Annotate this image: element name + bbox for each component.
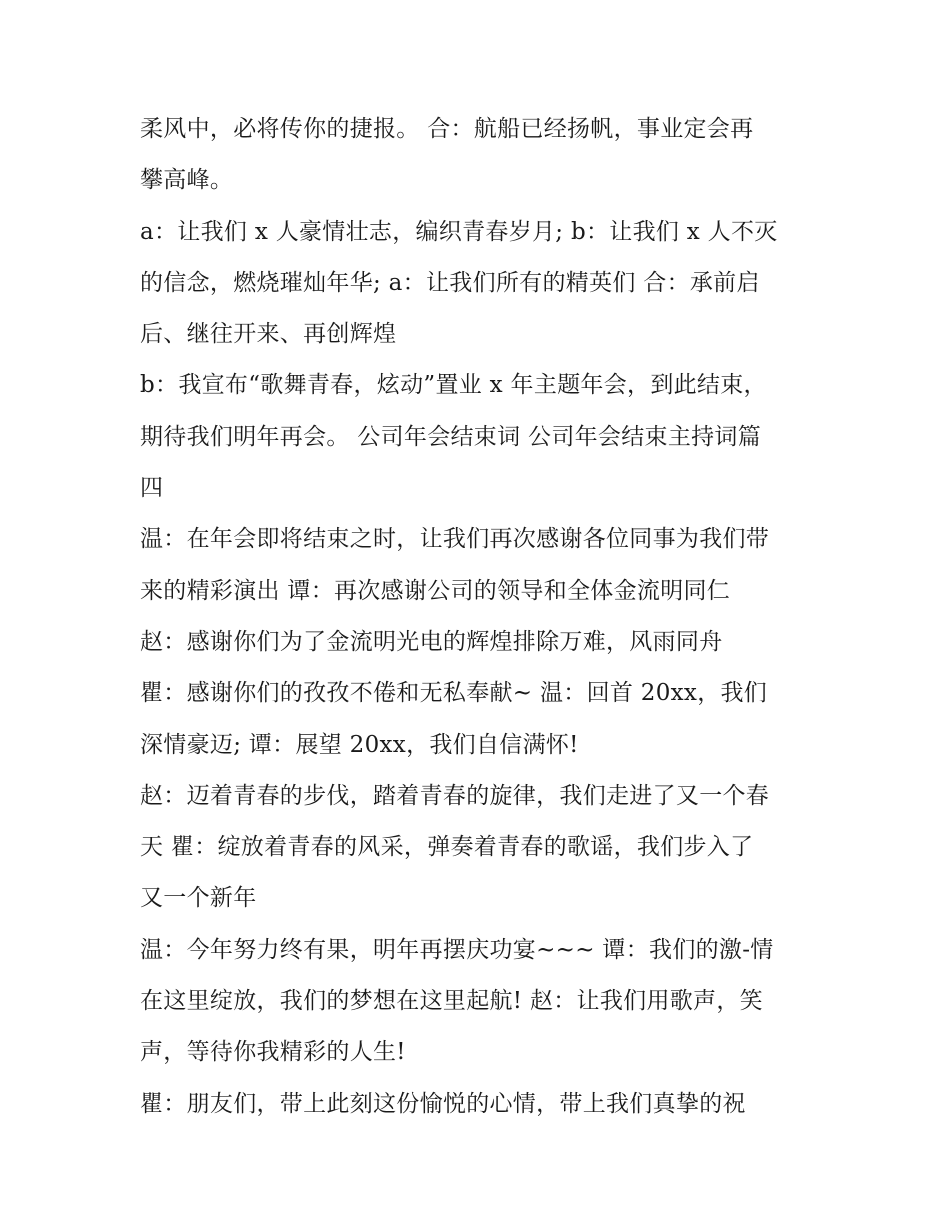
text-line: 来的精彩演出 谭：再次感谢公司的领导和全体金流明同仁: [140, 577, 731, 604]
text-line: 赵：迈着青春的步伐，踏着青春的旋律，我们走进了又一个春: [140, 782, 770, 809]
text-line: 瞿：朋友们，带上此刻这份愉悦的心情，带上我们真挚的祝: [140, 1090, 746, 1117]
text-line: a：让我们 x 人豪情壮志，编织青春岁月; b：让我们 x 人不灭: [140, 218, 778, 245]
text-line: 柔风中，必将传你的捷报。 合：航船已经扬帆，事业定会再: [140, 116, 754, 142]
text-line: 天 瞿：绽放着青春的风采，弹奏着青春的歌谣，我们步入了: [140, 834, 754, 861]
text-line: 深情豪迈; 谭：展望 20xx，我们自信满怀!: [140, 731, 579, 758]
text-line: 温：在年会即将结束之时，让我们再次感谢各位同事为我们带: [140, 526, 770, 553]
text-line: 后、继往开来、再创辉煌: [140, 321, 397, 348]
text-line: 的信念，燃烧璀灿年华; a：让我们所有的精英们 合：承前启: [140, 269, 760, 296]
text-line: 瞿：感谢你们的孜孜不倦和无私奉献~ 温：回首 20xx，我们: [140, 680, 768, 707]
text-line: b：我宣布“歌舞青春，炫动”置业 x 年主题年会，到此结束，: [140, 372, 767, 399]
text-line: 期待我们明年再会。 公司年会结束词 公司年会结束主持词篇: [140, 423, 762, 450]
text-line: 攀高峰。: [140, 167, 234, 194]
text-line: 在这里绽放，我们的梦想在这里起航! 赵：让我们用歌声，笑: [140, 988, 763, 1015]
document-body: [140, 104, 830, 1130]
text-line: 温：今年努力终有果，明年再摆庆功宴~~~ 谭：我们的激-情: [140, 936, 774, 963]
text-line: 声，等待你我精彩的人生!: [140, 1039, 406, 1066]
text-line: 又一个新年: [140, 885, 257, 912]
text-line: 赵：感谢你们为了金流明光电的辉煌排除万难，风雨同舟: [140, 628, 723, 655]
text-line: 四: [140, 475, 164, 502]
